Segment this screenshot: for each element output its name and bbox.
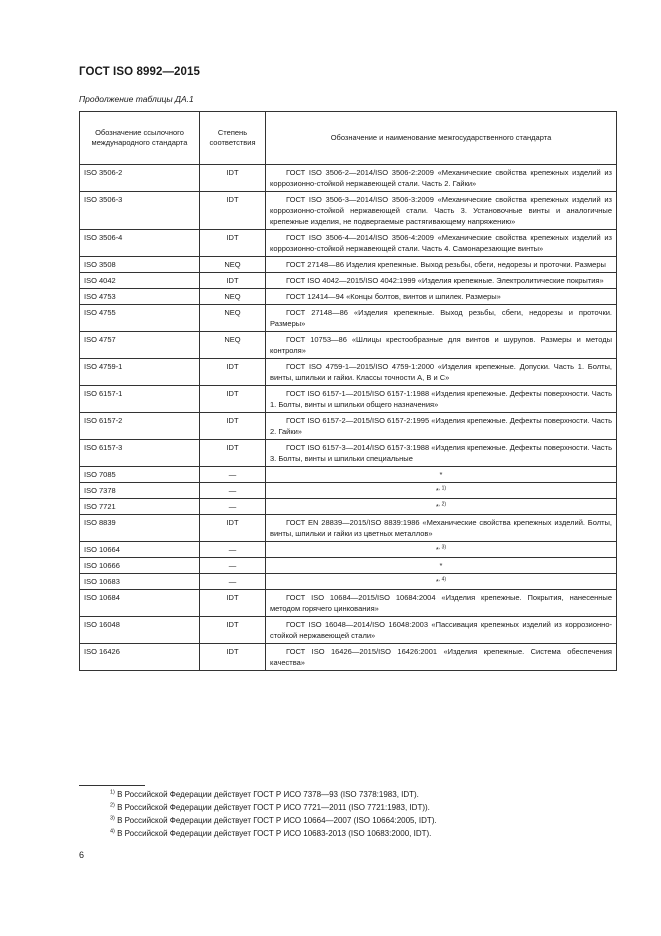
reference-standard-cell: ISO 10684 xyxy=(80,590,200,617)
interstate-standard-cell xyxy=(266,574,617,590)
reference-standard-cell: ISO 3506-4 xyxy=(80,230,200,257)
standard-title-text: ГОСТ ISO 16048—2014/ISO 16048:2003 «Пассивация крепежных изделий из коррозионно-стойкой нержавеющей стали» xyxy=(270,620,612,640)
interstate-standard-cell xyxy=(266,273,617,289)
reference-standard-cell: ISO 7378 xyxy=(80,483,200,499)
column-header-reference: Обозначение ссылочного международного стандарта xyxy=(80,112,200,165)
interstate-standard-cell xyxy=(266,617,617,644)
conformity-degree-cell: IDT xyxy=(200,192,266,230)
reference-standard-cell: ISO 10683 xyxy=(80,574,200,590)
interstate-standard-cell xyxy=(266,230,617,257)
table-row xyxy=(80,590,617,617)
asterisk-mark: * xyxy=(435,577,439,586)
reference-standard-cell: ISO 4042 xyxy=(80,273,200,289)
footnote-mark: 2) xyxy=(110,802,115,809)
page-number: 6 xyxy=(79,850,85,860)
reference-standard-cell: ISO 10664 xyxy=(80,542,200,558)
column-header-designation: Обозначение и наименование межгосударственного стандарта xyxy=(266,112,617,165)
column-header-degree: Степень соответствия xyxy=(200,112,266,165)
table-row xyxy=(80,467,617,483)
footnote xyxy=(110,801,437,814)
table-row xyxy=(80,617,617,644)
footnote xyxy=(110,788,437,801)
standard-title-text: ГОСТ ISO 4759-1—2015/ISO 4759-1:2000 «Изделия крепежные. Допуски. Часть 1. Болты, винты, шпильки и гайки. Классы точности А, В и С» xyxy=(270,362,612,382)
standard-title-text: ГОСТ ISO 3506-2—2014/ISO 3506-2:2009 «Механические свойства крепежных изделий из коррозионно-стойкой нержавеющей стали. Часть 2. Гайки» xyxy=(270,168,612,188)
reference-standard-cell: ISO 6157-2 xyxy=(80,413,200,440)
standard-title-text: ГОСТ 27148—86 «Изделия крепежные. Выход резьбы, сбеги, недорезы и проточки. Размеры» xyxy=(270,308,612,328)
conformity-degree-cell: NEQ xyxy=(200,257,266,273)
table-row xyxy=(80,499,617,515)
reference-standard-cell: ISO 6157-3 xyxy=(80,440,200,467)
conformity-degree-cell: IDT xyxy=(200,165,266,192)
interstate-standard-cell xyxy=(266,558,617,574)
table-row xyxy=(80,386,617,413)
conformity-degree-cell: NEQ xyxy=(200,305,266,332)
conformity-degree-cell: IDT xyxy=(200,617,266,644)
conformity-degree-cell: IDT xyxy=(200,440,266,467)
footnote-text: В Российской Федерации действует ГОСТ Р ИСО 10683-2013 (ISO 10683:2000, IDT). xyxy=(117,829,432,838)
table-row xyxy=(80,257,617,273)
interstate-standard-cell xyxy=(266,289,617,305)
conformity-degree-cell: IDT xyxy=(200,413,266,440)
interstate-standard-cell xyxy=(266,332,617,359)
footnote-reference: , 2) xyxy=(438,501,447,508)
table-row xyxy=(80,574,617,590)
table-row xyxy=(80,558,617,574)
interstate-standard-cell xyxy=(266,467,617,483)
footnote-mark: 3) xyxy=(110,815,115,822)
conformity-degree-cell: IDT xyxy=(200,386,266,413)
footnote xyxy=(110,827,437,840)
conformity-degree-cell: NEQ xyxy=(200,289,266,305)
standard-title-text: ГОСТ 10753—86 «Шлицы крестообразные для винтов и шурупов. Размеры и методы контроля» xyxy=(270,335,612,355)
table-row xyxy=(80,165,617,192)
standards-table xyxy=(79,111,617,671)
reference-standard-cell: ISO 3506-3 xyxy=(80,192,200,230)
interstate-standard-cell xyxy=(266,483,617,499)
standard-title-text: ГОСТ ISO 3506-4—2014/ISO 3506-4:2009 «Механические свойства крепежных изделий из коррозионно-стойкой нержавеющей стали. Часть 4. Самонарезающие винты» xyxy=(270,233,612,253)
standard-title-text: ГОСТ ISO 4042—2015/ISO 4042:1999 «Изделия крепежные. Электролитические покрытия» xyxy=(286,276,604,285)
table-row xyxy=(80,289,617,305)
table-body xyxy=(80,165,617,671)
interstate-standard-cell xyxy=(266,386,617,413)
conformity-degree-cell: — xyxy=(200,499,266,515)
reference-standard-cell: ISO 16426 xyxy=(80,644,200,671)
standard-title-text: ГОСТ EN 28839—2015/ISO 8839:1986 «Механические свойства крепежных изделий. Болты, винты, шпильки и гайки из цветных металлов» xyxy=(270,518,612,538)
standard-title-text: ГОСТ 12414—94 «Концы болтов, винтов и шпилек. Размеры» xyxy=(286,292,501,301)
footnote-text: В Российской Федерации действует ГОСТ Р ИСО 7378—93 (ISO 7378:1983, IDT). xyxy=(117,790,419,799)
asterisk-mark: * xyxy=(435,502,439,511)
table-row xyxy=(80,644,617,671)
interstate-standard-cell xyxy=(266,644,617,671)
interstate-standard-cell xyxy=(266,413,617,440)
conformity-degree-cell: IDT xyxy=(200,230,266,257)
footnote-text: В Российской Федерации действует ГОСТ Р ИСО 7721—2011 (ISO 7721:1983, IDT)). xyxy=(117,803,430,812)
reference-standard-cell: ISO 10666 xyxy=(80,558,200,574)
table-row xyxy=(80,230,617,257)
conformity-degree-cell: IDT xyxy=(200,644,266,671)
table-row xyxy=(80,332,617,359)
reference-standard-cell: ISO 8839 xyxy=(80,515,200,542)
interstate-standard-cell xyxy=(266,305,617,332)
footnote-divider xyxy=(79,785,145,786)
interstate-standard-cell xyxy=(266,165,617,192)
footnote-reference: , 3) xyxy=(438,544,447,551)
conformity-degree-cell: — xyxy=(200,574,266,590)
footnote-reference: , 4) xyxy=(438,576,447,583)
conformity-degree-cell: — xyxy=(200,467,266,483)
standard-title-text: ГОСТ ISO 10684—2015/ISO 10684:2004 «Изделия крепежные. Покрытия, нанесенные методом горячего цинкования» xyxy=(270,593,612,613)
interstate-standard-cell xyxy=(266,257,617,273)
table-row xyxy=(80,483,617,499)
footnote-mark: 4) xyxy=(110,828,115,835)
reference-standard-cell: ISO 4755 xyxy=(80,305,200,332)
conformity-degree-cell: — xyxy=(200,483,266,499)
reference-standard-cell: ISO 3506-2 xyxy=(80,165,200,192)
conformity-degree-cell: IDT xyxy=(200,359,266,386)
document-header: ГОСТ ISO 8992—2015 xyxy=(79,66,201,78)
footnote-mark: 1) xyxy=(110,789,115,796)
standard-title-text: ГОСТ ISO 6157-2—2015/ISO 6157-2:1995 «Изделия крепежные. Дефекты поверхности. Часть 2. Гайки» xyxy=(270,416,612,436)
reference-standard-cell: ISO 3508 xyxy=(80,257,200,273)
interstate-standard-cell xyxy=(266,359,617,386)
reference-standard-cell: ISO 6157-1 xyxy=(80,386,200,413)
table-row xyxy=(80,542,617,558)
reference-standard-cell: ISO 4759-1 xyxy=(80,359,200,386)
conformity-degree-cell: IDT xyxy=(200,273,266,289)
conformity-degree-cell: — xyxy=(200,558,266,574)
interstate-standard-cell xyxy=(266,515,617,542)
interstate-standard-cell xyxy=(266,440,617,467)
table-row xyxy=(80,440,617,467)
table-header-row xyxy=(80,112,617,165)
interstate-standard-cell xyxy=(266,542,617,558)
table-continuation-caption: Продолжение таблицы ДА.1 xyxy=(79,94,194,104)
asterisk-mark: * xyxy=(439,561,443,570)
footnote-reference: , 1) xyxy=(438,485,447,492)
interstate-standard-cell xyxy=(266,590,617,617)
asterisk-mark: * xyxy=(435,545,439,554)
table-row xyxy=(80,413,617,440)
table-row xyxy=(80,273,617,289)
conformity-degree-cell: IDT xyxy=(200,515,266,542)
footnote xyxy=(110,814,437,827)
table-row xyxy=(80,359,617,386)
standard-title-text: ГОСТ 27148—86 Изделия крепежные. Выход резьбы, сбеги, недорезы и проточки. Размеры xyxy=(286,260,606,269)
reference-standard-cell: ISO 16048 xyxy=(80,617,200,644)
reference-standard-cell: ISO 7085 xyxy=(80,467,200,483)
conformity-degree-cell: — xyxy=(200,542,266,558)
table-row xyxy=(80,305,617,332)
standard-title-text: ГОСТ ISO 6157-3—2014/ISO 6157-3:1988 «Изделия крепежные. Дефекты поверхности. Часть 3. Болты, винты и шпильки специальные xyxy=(270,443,612,463)
standard-title-text: ГОСТ ISO 16426—2015/ISO 16426:2001 «Изделия крепежные. Система обеспечения качества» xyxy=(270,647,612,667)
reference-standard-cell: ISO 4757 xyxy=(80,332,200,359)
footnote-text: В Российской Федерации действует ГОСТ Р ИСО 10664—2007 (ISO 10664:2005, IDT). xyxy=(117,816,437,825)
reference-standard-cell: ISO 7721 xyxy=(80,499,200,515)
asterisk-mark: * xyxy=(435,486,439,495)
interstate-standard-cell xyxy=(266,499,617,515)
asterisk-mark: * xyxy=(439,470,443,479)
conformity-degree-cell: NEQ xyxy=(200,332,266,359)
table-row xyxy=(80,515,617,542)
conformity-degree-cell: IDT xyxy=(200,590,266,617)
reference-standard-cell: ISO 4753 xyxy=(80,289,200,305)
standard-title-text: ГОСТ ISO 6157-1—2015/ISO 6157-1:1988 «Изделия крепежные. Дефекты поверхности. Часть 1. Болты, винты и шпильки общего назначения» xyxy=(270,389,612,409)
table-row xyxy=(80,192,617,230)
footnotes xyxy=(110,788,437,840)
standard-title-text: ГОСТ ISO 3506-3—2014/ISO 3506-3:2009 «Механические свойства крепежных изделий из коррозионно-стойкой нержавеющей стали. Часть 3. Установочные винты и аналогичные крепежные изделия, не подвергаемые растягивающему напряжению» xyxy=(270,195,612,226)
interstate-standard-cell xyxy=(266,192,617,230)
